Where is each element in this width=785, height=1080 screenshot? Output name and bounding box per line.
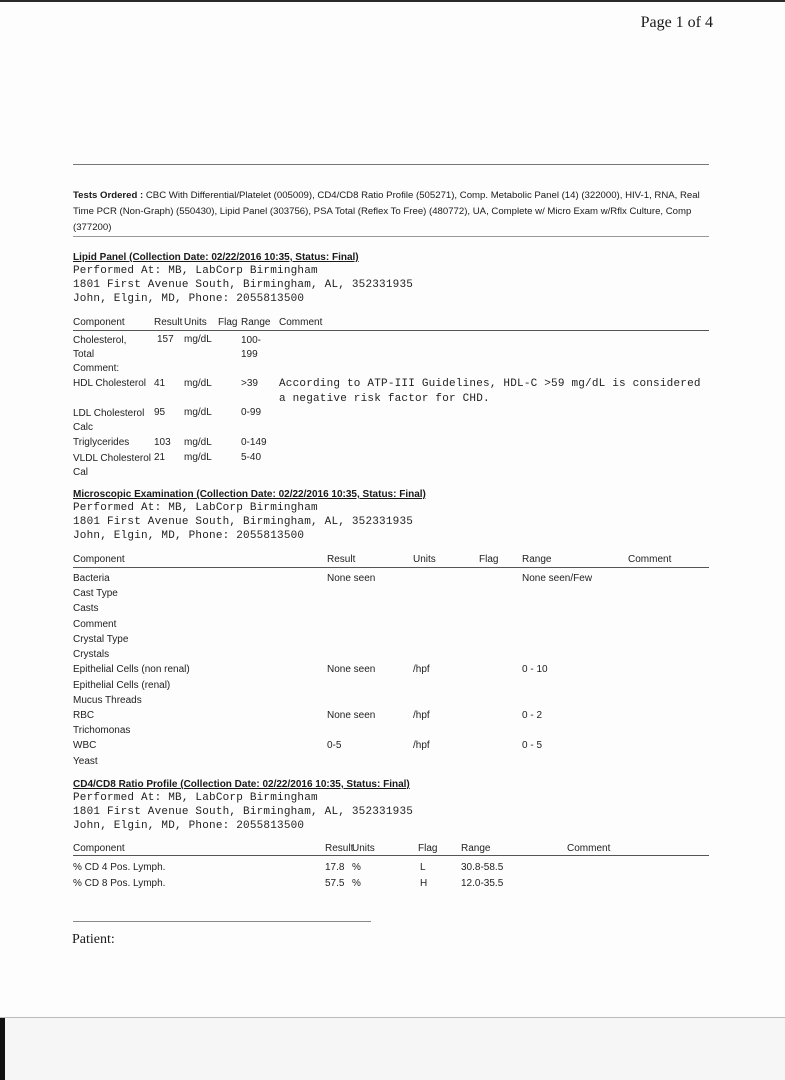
table-row-units: %: [352, 878, 361, 889]
table-row-component: HDL Cholesterol: [73, 378, 146, 389]
lipid-address: 1801 First Avenue South, Birmingham, AL, 352331935: [73, 279, 414, 291]
table-row-range: 0 - 10: [522, 664, 548, 675]
table-row-range: 0-99: [241, 407, 262, 418]
table-row-range: >39: [241, 378, 258, 389]
col-header-result: Result: [327, 554, 356, 565]
col-header-comment: Comment: [567, 843, 611, 854]
table-row-range: 100-199: [241, 335, 262, 360]
patient-label: Patient:: [72, 932, 115, 947]
table-row-range: None seen/Few: [522, 573, 593, 584]
table-row-units: mg/dL: [184, 437, 212, 448]
table-row-units: mg/dL: [184, 334, 212, 345]
tests-ordered-text: CBC With Differential/Platelet (005009), CD4/CD8 Ratio Profile (505271), Comp. Metabolic Panel (14) (322000), HIV-1, RNA, Real Time PCR (Non-Graph) (550430), Lipid Panel (303756), PSA Total (Reflex To Free) (480772), UA, Complete w/ Micro Exam w/Rflx Culture, Comp (377200): [73, 190, 700, 233]
table-row-component: LDL Cholesterol Calc: [73, 408, 145, 433]
scan-left-edge: [0, 1018, 5, 1080]
col-header-flag: Flag: [418, 843, 438, 854]
lipid-header-rule: [73, 330, 709, 331]
table-row-units: mg/dL: [184, 452, 212, 463]
lipid-performed-at: Performed At: MB, LabCorp Birmingham: [73, 265, 318, 277]
table-row-result: 41: [154, 378, 166, 389]
table-row-units: mg/dL: [184, 378, 212, 389]
table-row-range: 0-149: [241, 437, 267, 448]
table-row-units: /hpf: [413, 740, 430, 751]
col-header-component: Component: [73, 554, 125, 565]
col-header-comment: Comment: [279, 317, 323, 328]
col-header-range: Range: [241, 317, 271, 328]
tests-ordered-label: Tests Ordered :: [73, 190, 144, 201]
table-row-range: 5-40: [241, 452, 262, 463]
table-row-range: 0 - 2: [522, 710, 543, 721]
table-row-result: 0-5: [327, 740, 342, 751]
cd4-doctor: John, Elgin, MD, Phone: 2055813500: [73, 820, 305, 832]
col-header-flag: Flag: [218, 317, 238, 328]
cd4-cd8-title: CD4/CD8 Ratio Profile (Collection Date: 02/22/2016 10:35, Status: Final): [73, 779, 410, 790]
table-row-units: /hpf: [413, 710, 430, 721]
col-header-result: Result: [154, 317, 183, 328]
table-row-component: Crystal Type: [73, 634, 129, 645]
table-row-component: Cast Type: [73, 588, 118, 599]
table-row-component: Crystals: [73, 649, 110, 660]
table-row-component: Casts: [73, 603, 99, 614]
col-header-component: Component: [73, 317, 125, 328]
table-row-units: /hpf: [413, 664, 430, 675]
table-row-component: VLDL Cholesterol Cal: [73, 453, 152, 478]
table-row-component: Bacteria: [73, 573, 110, 584]
lipid-panel-title: Lipid Panel (Collection Date: 02/22/2016 10:35, Status: Final): [73, 252, 359, 263]
micro-doctor: John, Elgin, MD, Phone: 2055813500: [73, 530, 305, 542]
page-fold-line: [0, 1017, 785, 1018]
micro-exam-title: Microscopic Examination (Collection Date: 02/22/2016 10:35, Status: Final): [73, 489, 426, 500]
table-row-component: RBC: [73, 710, 95, 721]
micro-header-rule: [73, 567, 709, 568]
table-row-units: %: [352, 862, 361, 873]
table-row-comment: According to ATP-III Guidelines, HDL-C >59 mg/dL is considered a negative risk factor for CHD.: [279, 378, 701, 405]
table-row-component: Trichomonas: [73, 725, 131, 736]
page-number: Page 1 of 4: [640, 14, 713, 31]
table-row-result: 21: [154, 452, 166, 463]
table-row-result: 157: [157, 334, 174, 345]
table-row-result: None seen: [327, 710, 376, 721]
micro-performed-at: Performed At: MB, LabCorp Birmingham: [73, 502, 318, 514]
col-header-units: Units: [352, 843, 375, 854]
table-row-component: Comment: [73, 619, 117, 630]
table-row-component: Comment:: [73, 363, 120, 374]
scan-top-edge: [0, 0, 785, 2]
table-row-component: WBC: [73, 740, 97, 751]
cd4-performed-at: Performed At: MB, LabCorp Birmingham: [73, 792, 318, 804]
col-header-units: Units: [413, 554, 436, 565]
table-row-result: 95: [154, 407, 166, 418]
micro-address: 1801 First Avenue South, Birmingham, AL, 352331935: [73, 516, 414, 528]
col-header-range: Range: [522, 554, 552, 565]
col-header-comment: Comment: [628, 554, 672, 565]
divider-top: [73, 164, 709, 165]
divider-tests: [73, 236, 709, 237]
table-row-flag: H: [420, 878, 428, 889]
table-row-result: 17.8: [325, 862, 345, 873]
cd4-address: 1801 First Avenue South, Birmingham, AL, 352331935: [73, 806, 414, 818]
table-row-component: Cholesterol, Total: [73, 335, 127, 360]
table-row-component: Epithelial Cells (non renal): [73, 664, 190, 675]
table-row-component: Triglycerides: [73, 437, 130, 448]
table-row-range: 0 - 5: [522, 740, 543, 751]
table-row-flag: L: [420, 862, 426, 873]
cd4-header-rule: [73, 855, 709, 856]
signature-line: [73, 921, 371, 922]
lipid-doctor: John, Elgin, MD, Phone: 2055813500: [73, 293, 305, 305]
table-row-component: % CD 8 Pos. Lymph.: [73, 878, 166, 889]
table-row-component: % CD 4 Pos. Lymph.: [73, 862, 166, 873]
col-header-flag: Flag: [479, 554, 499, 565]
col-header-range: Range: [461, 843, 491, 854]
table-row-component: Mucus Threads: [73, 695, 142, 706]
table-row-units: mg/dL: [184, 407, 212, 418]
table-row-range: 12.0-35.5: [461, 878, 504, 889]
table-row-component: Epithelial Cells (renal): [73, 680, 171, 691]
col-header-result: Result: [325, 843, 354, 854]
table-row-result: None seen: [327, 573, 376, 584]
table-row-result: 57.5: [325, 878, 345, 889]
table-row-component: Yeast: [73, 756, 98, 767]
table-row-result: None seen: [327, 664, 376, 675]
scan-bottom-area: [0, 1018, 785, 1080]
tests-ordered: [73, 188, 713, 236]
col-header-component: Component: [73, 843, 125, 854]
table-row-result: 103: [154, 437, 171, 448]
table-row-range: 30.8-58.5: [461, 862, 504, 873]
col-header-units: Units: [184, 317, 207, 328]
